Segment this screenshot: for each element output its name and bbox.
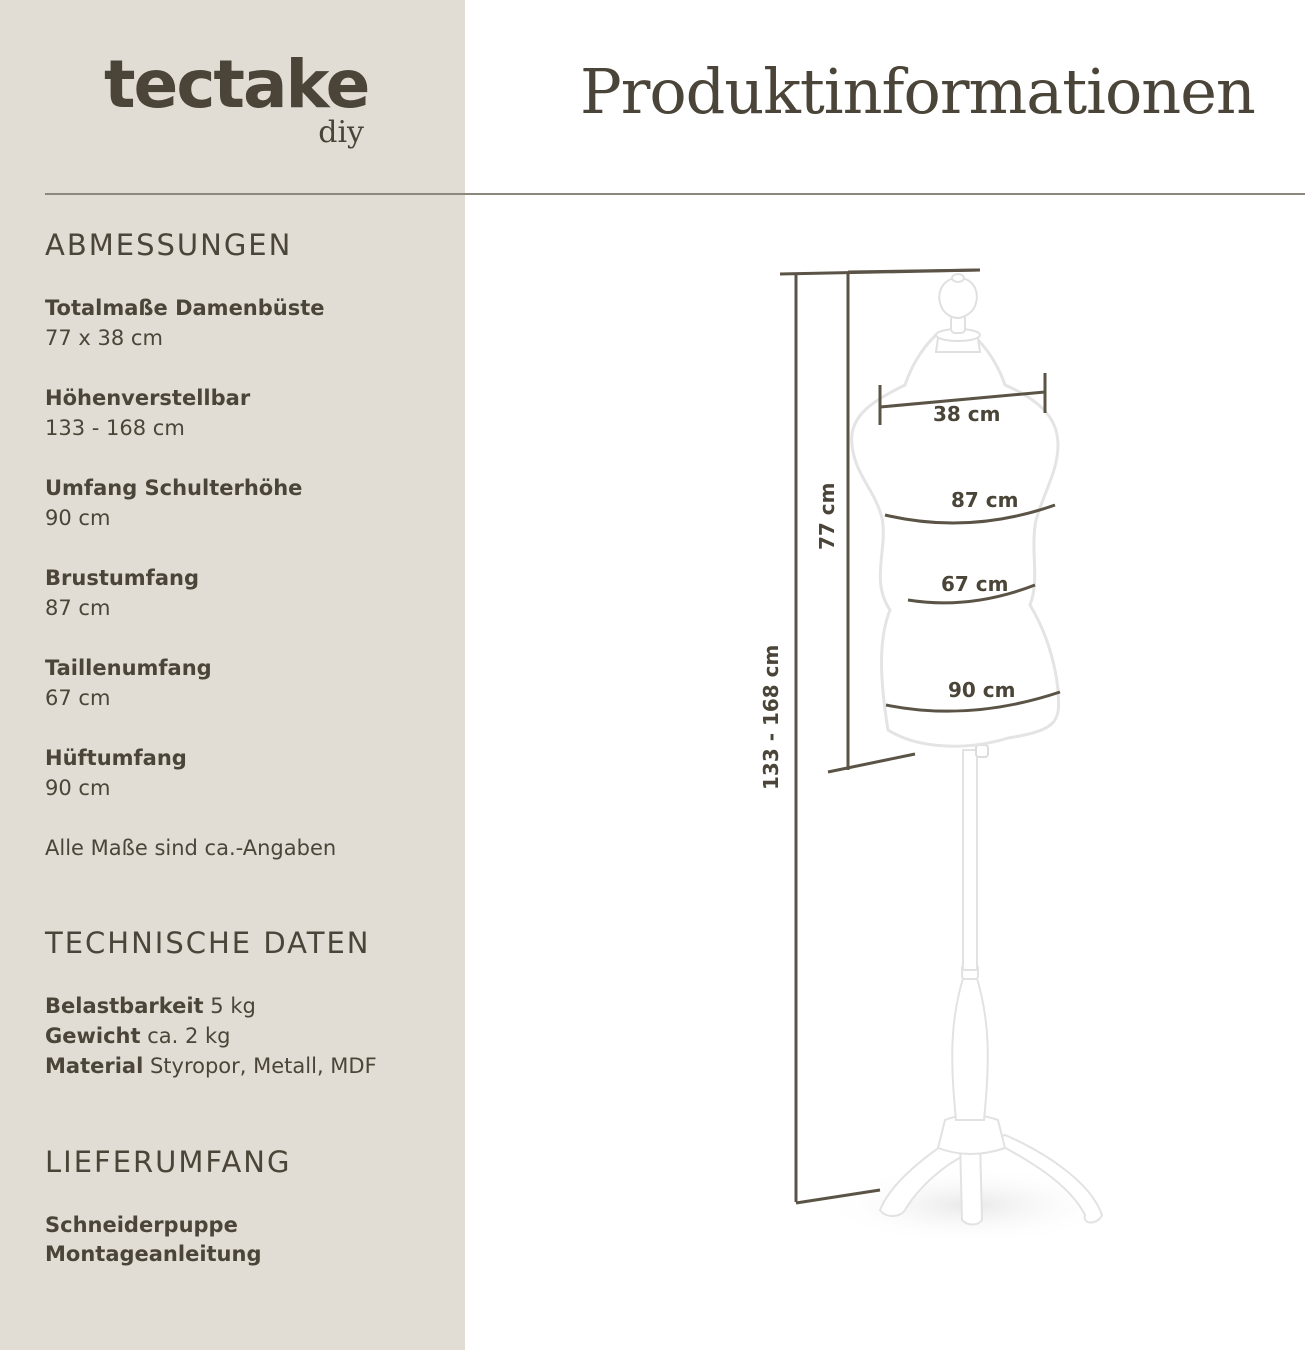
spec-value-chest: 87 cm: [45, 596, 111, 620]
spec-label-height: Höhenverstellbar: [45, 386, 251, 410]
page-title: Produktinformationen: [580, 55, 1255, 128]
tech-row-weight: [45, 1023, 231, 1049]
heading-lieferumfang: LIEFERUMFANG: [45, 1145, 292, 1179]
brand-name: tectake: [104, 46, 369, 123]
tech-row-material: [45, 1053, 377, 1079]
label-waist: 67 cm: [941, 572, 1009, 596]
tech-row-load: [45, 993, 256, 1019]
tech-value-weight: ca. 2 kg: [147, 1024, 231, 1048]
height-knob: [976, 745, 988, 757]
spec-value-hip: 90 cm: [45, 776, 111, 800]
label-width: 38 cm: [933, 402, 1001, 426]
tech-value-load: 5 kg: [210, 994, 256, 1018]
heading-technische-daten: TECHNISCHE DATEN: [45, 926, 371, 960]
column-ornament: [952, 965, 988, 1120]
brand-sub: diy: [318, 115, 364, 150]
spec-value-waist: 67 cm: [45, 686, 111, 710]
tech-label-material: Material: [45, 1054, 144, 1078]
spec-value-total: 77 x 38 cm: [45, 326, 163, 350]
label-torso-height: 77 cm: [815, 482, 839, 550]
label-hip: 90 cm: [948, 678, 1016, 702]
stand-pole: [963, 750, 977, 970]
spec-label-waist: Taillenumfang: [45, 656, 212, 680]
dress-form-illustration: [740, 260, 1140, 1260]
label-chest: 87 cm: [951, 488, 1019, 512]
label-total-height: 133 - 168 cm: [759, 644, 783, 790]
tech-label-weight: Gewicht: [45, 1024, 141, 1048]
spec-label-chest: Brustumfang: [45, 566, 199, 590]
tech-label-load: Belastbarkeit: [45, 994, 204, 1018]
heading-abmessungen: ABMESSUNGEN: [45, 228, 293, 262]
brand-logo: [104, 46, 369, 160]
spec-value-height: 133 - 168 cm: [45, 416, 185, 440]
delivery-item: Montageanleitung: [45, 1242, 262, 1266]
spec-label-shoulder: Umfang Schulterhöhe: [45, 476, 303, 500]
spec-value-shoulder: 90 cm: [45, 506, 111, 530]
dimensions-note: Alle Maße sind ca.-Angaben: [45, 836, 337, 860]
neck-cap: [936, 274, 980, 352]
spec-label-total: Totalmaße Damenbüste: [45, 296, 325, 320]
tech-value-material: Styropor, Metall, MDF: [149, 1054, 377, 1078]
delivery-item: Schneiderpuppe: [45, 1213, 238, 1237]
spec-label-hip: Hüftumfang: [45, 746, 187, 770]
header-divider: [45, 193, 1305, 195]
